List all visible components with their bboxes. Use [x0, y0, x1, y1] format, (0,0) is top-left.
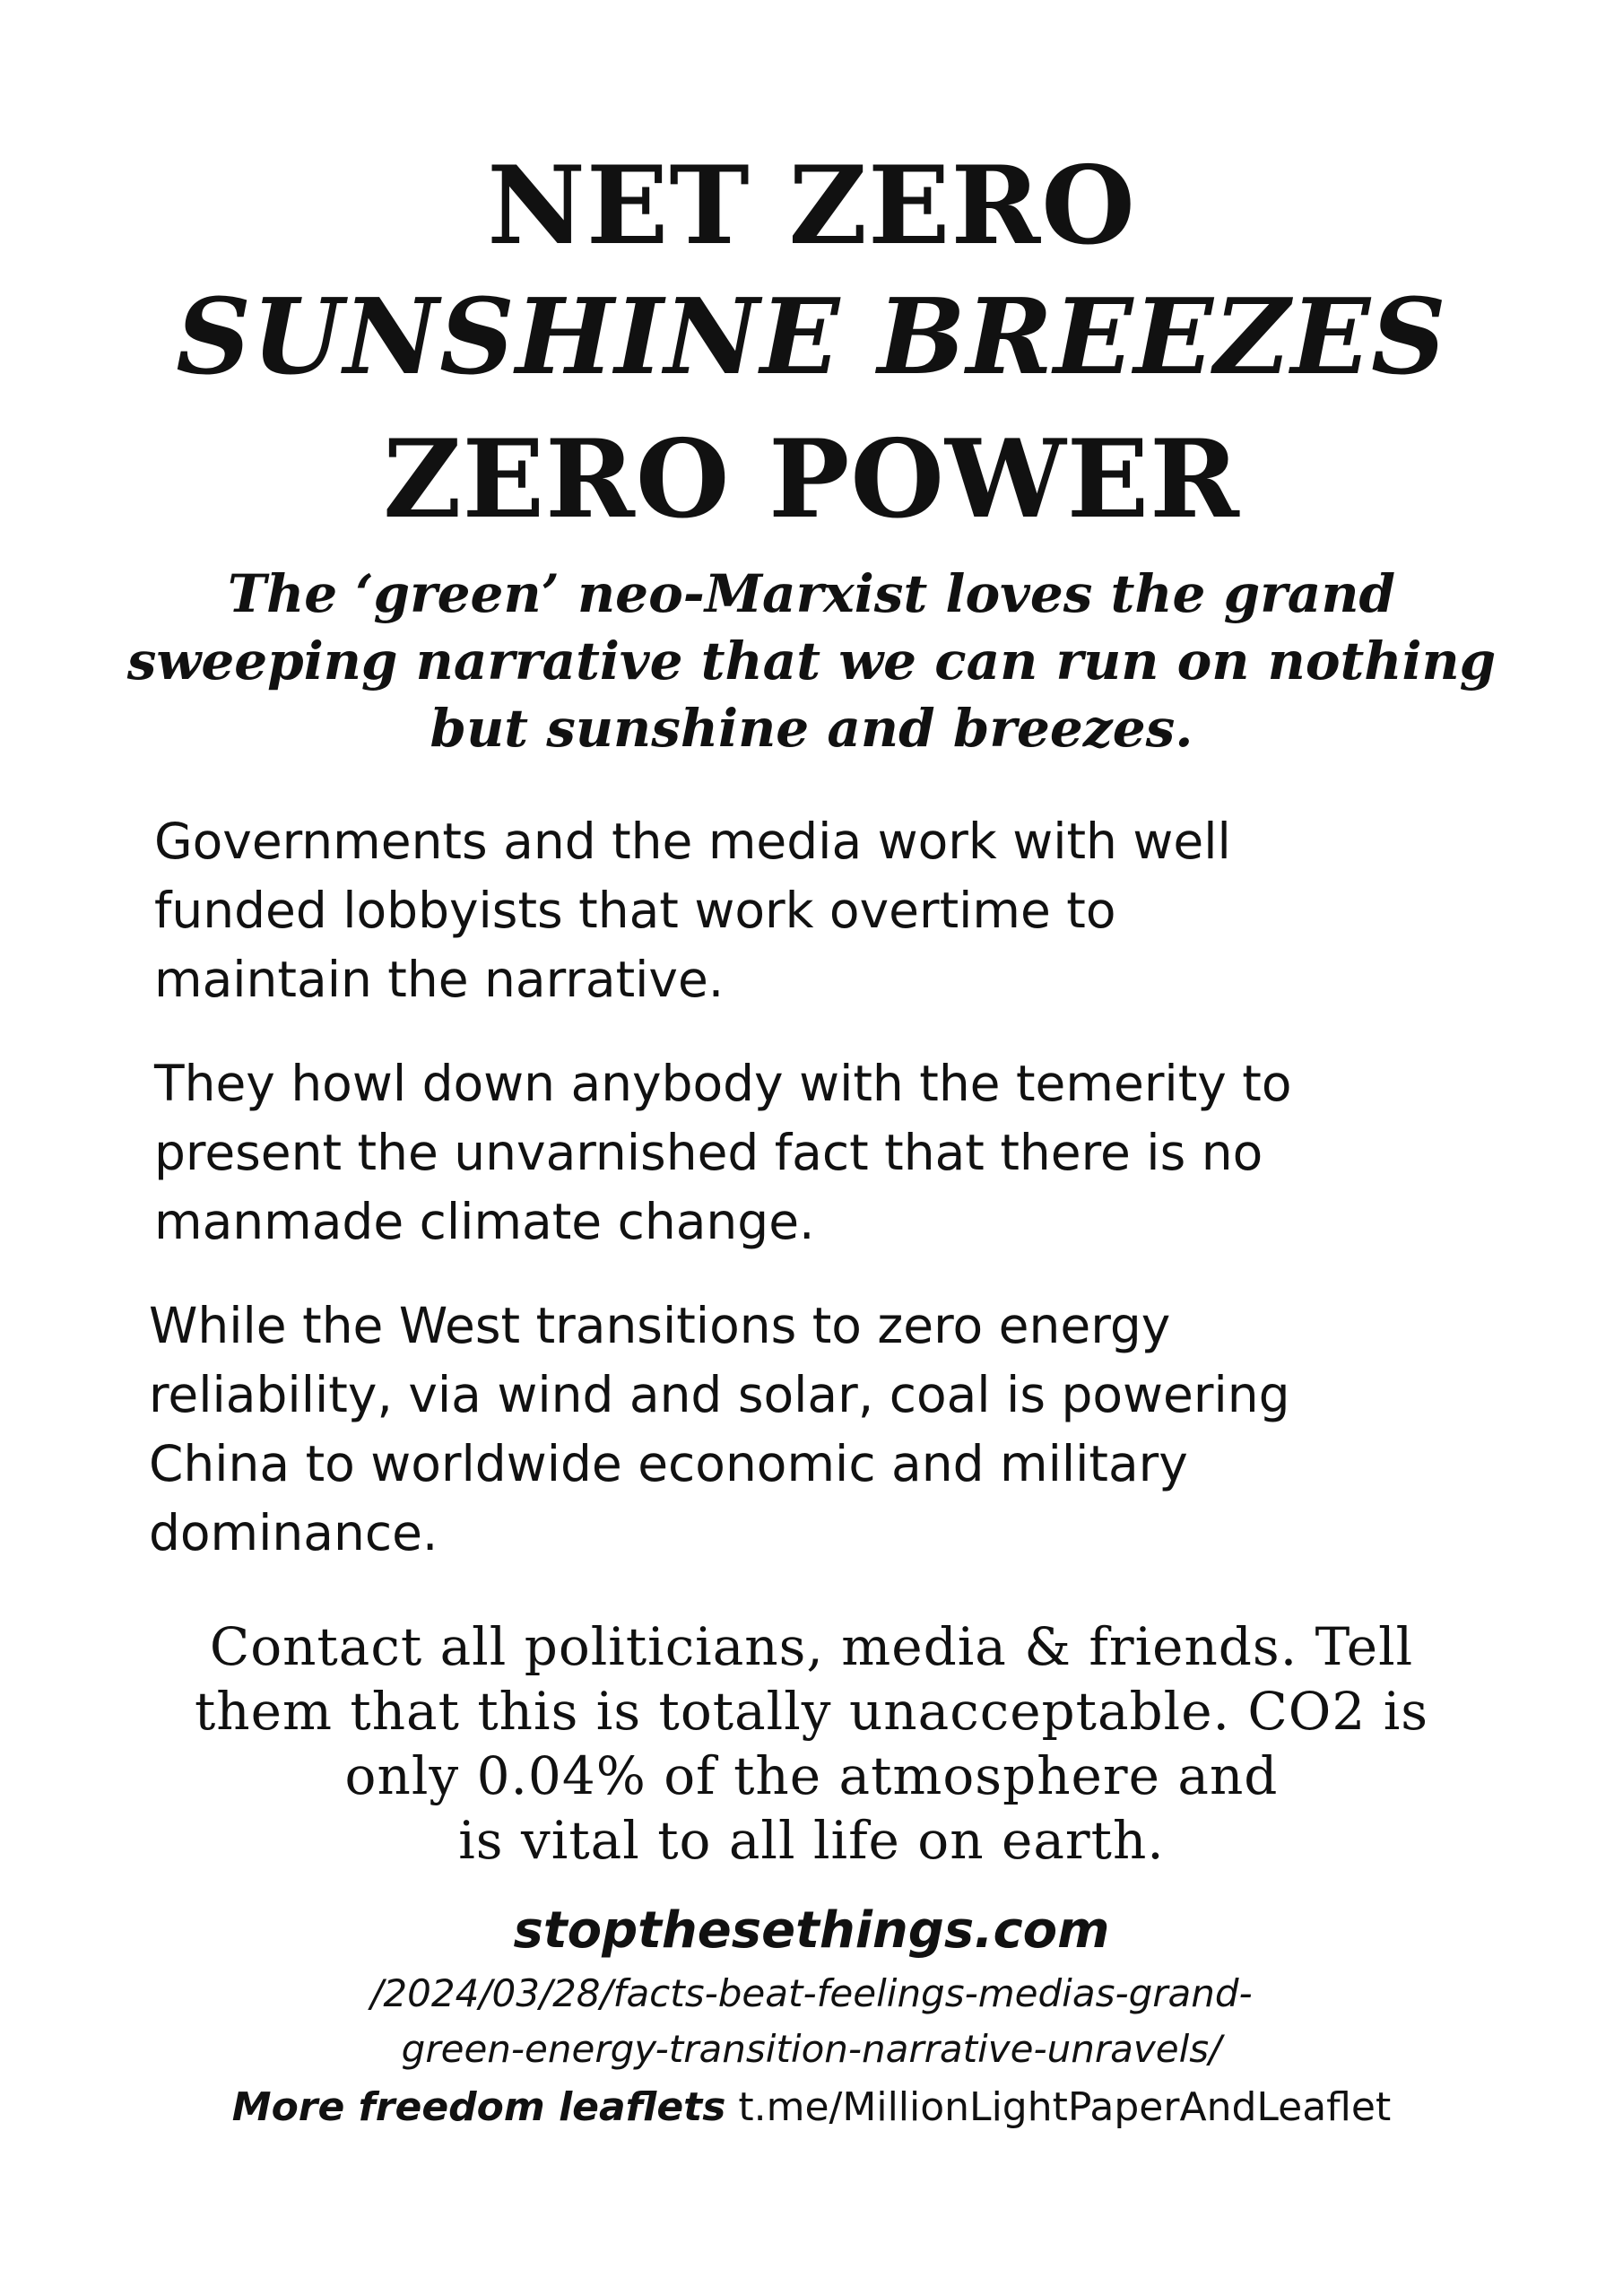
headline-sunshine-breezes: SUNSHINE BREEZES: [176, 276, 1447, 398]
tagline-line: but sunshine and breezes.: [430, 698, 1193, 759]
source-site: stopthesethings.com: [513, 1901, 1110, 1960]
footer-telegram-link[interactable]: t.me/MillionLightPaperAndLeaflet: [738, 2084, 1392, 2130]
cta-line: is vital to all life on earth.: [458, 1810, 1165, 1871]
headline-net-zero: NET ZERO: [487, 143, 1136, 269]
cta-line: Contact all politicians, media & friends. Tell: [209, 1616, 1414, 1677]
call-to-action: [0, 1614, 1623, 1873]
paragraph-line: manmade climate change.: [154, 1193, 815, 1250]
source-url-line: /2024/03/28/facts-beat-feelings-medias-grand-: [370, 1971, 1253, 2015]
cta-line: them that this is totally unacceptable. CO2 is: [194, 1681, 1429, 1742]
paragraph-line: present the unvarnished fact that there is no: [154, 1124, 1263, 1181]
paragraph-line: Governments and the media work with well: [154, 813, 1231, 870]
source-url-path: [0, 1966, 1623, 2077]
tagline-line: The ‘green’ neo-Marxist loves the grand: [227, 563, 1396, 624]
paragraph-line: funded lobbyists that work overtime to: [154, 882, 1116, 939]
paragraph-line: reliability, via wind and solar, coal is powering: [149, 1366, 1290, 1423]
cta-line: only 0.04% of the atmosphere and: [344, 1745, 1279, 1806]
source-url-line: green-energy-transition-narrative-unravels/: [401, 2027, 1222, 2071]
paragraph-west-transitions: [149, 1292, 1548, 1568]
paragraph-governments: [154, 807, 1553, 1014]
paragraph-line: dominance.: [149, 1504, 438, 1561]
tagline: [0, 561, 1623, 762]
footer-lead: More freedom leaflets: [231, 2084, 726, 2130]
paragraph-howl-down: [154, 1049, 1553, 1257]
footer: [0, 2081, 1623, 2135]
tagline-line: sweeping narrative that we can run on nothing: [126, 631, 1497, 691]
headline-zero-power: ZERO POWER: [383, 416, 1240, 543]
paragraph-line: While the West transitions to zero energy: [149, 1297, 1171, 1354]
paragraph-line: China to worldwide economic and military: [149, 1435, 1188, 1492]
paragraph-line: They howl down anybody with the temerity to: [154, 1055, 1292, 1112]
paragraph-line: maintain the narrative.: [154, 951, 725, 1008]
